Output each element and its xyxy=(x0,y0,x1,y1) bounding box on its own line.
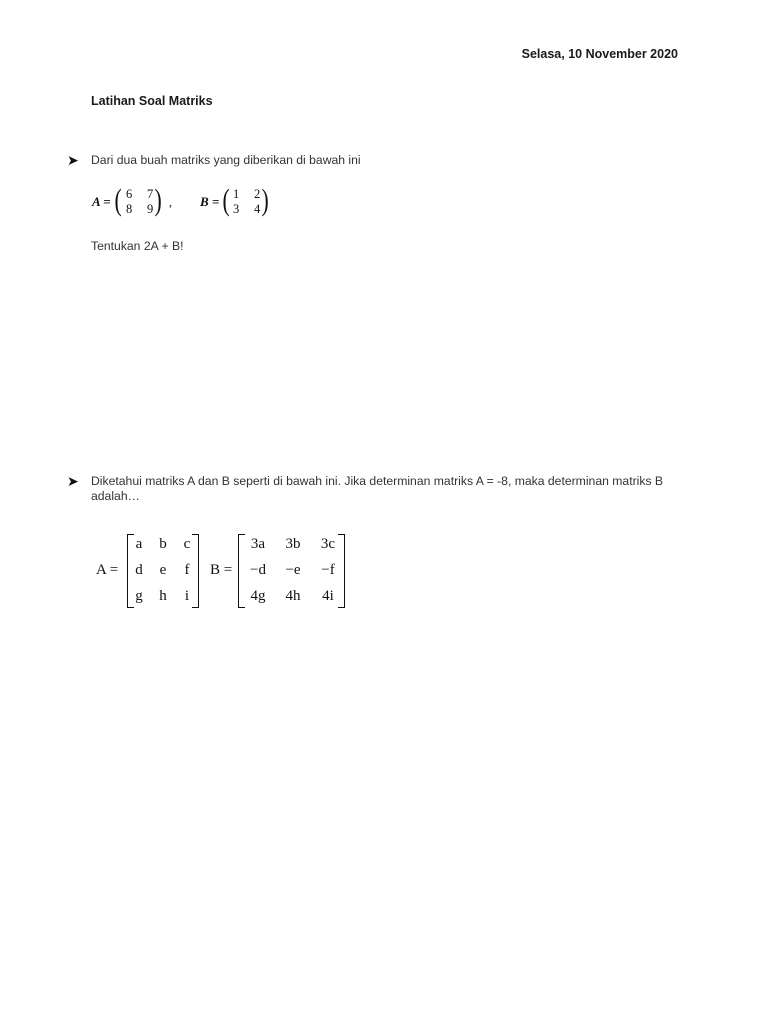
matrix-b-label: B = xyxy=(210,562,233,578)
matrix-b-cell: 4g xyxy=(250,588,266,604)
matrix-a-cell: h xyxy=(159,588,167,604)
matrix-b-cell: 4h xyxy=(285,588,301,604)
question-1-matrices xyxy=(91,182,291,222)
question-1-task: Tentukan 2A + B! xyxy=(91,239,184,253)
matrix-b-cell: 1 xyxy=(233,187,240,201)
arrow-bullet-icon: ➤ xyxy=(67,473,79,489)
matrix-b-cell: −e xyxy=(285,562,301,578)
matrix-a-cell: 7 xyxy=(147,187,154,201)
left-paren-icon: ( xyxy=(222,182,230,217)
document-title: Latihan Soal Matriks xyxy=(91,94,213,108)
matrix-separator: , xyxy=(169,195,172,209)
document-date: Selasa, 10 November 2020 xyxy=(521,47,678,61)
matrix-b-cell: 4 xyxy=(254,202,261,216)
matrix-a-cell: 8 xyxy=(126,202,133,216)
matrix-a-cell: g xyxy=(135,588,143,604)
right-paren-icon: ) xyxy=(154,182,162,217)
matrix-a-cell: e xyxy=(159,562,167,578)
matrix-b-cell: 3a xyxy=(250,536,266,552)
left-paren-icon: ( xyxy=(114,182,122,217)
right-bracket-icon xyxy=(192,534,199,608)
right-bracket-icon xyxy=(338,534,345,608)
matrix-b-cell: −f xyxy=(321,562,335,578)
matrix-b-label: B = xyxy=(200,194,220,209)
matrix-b-cell: 3 xyxy=(233,202,240,216)
matrix-a-label: A = xyxy=(96,562,119,578)
matrix-a-cell: b xyxy=(159,536,167,552)
matrix-a-cell: d xyxy=(135,562,143,578)
matrix-b-cell: −d xyxy=(250,562,266,578)
matrix-a-cell: 6 xyxy=(126,187,133,201)
matrix-a-cell: 9 xyxy=(147,202,154,216)
matrix-b-cell: 3c xyxy=(320,536,336,552)
matrix-b-cell: 2 xyxy=(254,187,261,201)
arrow-bullet-icon: ➤ xyxy=(67,152,79,168)
question-2-matrices xyxy=(92,530,362,614)
question-2-text: Diketahui matriks A dan B seperti di bawah ini. Jika determinan matriks A = -8, maka determinan matriks B adalah… xyxy=(91,474,664,503)
matrix-a-cell: i xyxy=(184,588,190,604)
matrix-a-cell: f xyxy=(184,562,190,578)
matrix-b-cell: 4i xyxy=(322,588,334,604)
right-paren-icon: ) xyxy=(261,182,269,217)
matrix-b-cell: 3b xyxy=(285,536,301,552)
question-1-text: Dari dua buah matriks yang diberikan di bawah ini xyxy=(91,153,361,167)
matrix-a-cell: a xyxy=(135,536,143,552)
matrix-a-label: A = xyxy=(92,194,111,209)
matrix-a-cell: c xyxy=(183,536,191,552)
